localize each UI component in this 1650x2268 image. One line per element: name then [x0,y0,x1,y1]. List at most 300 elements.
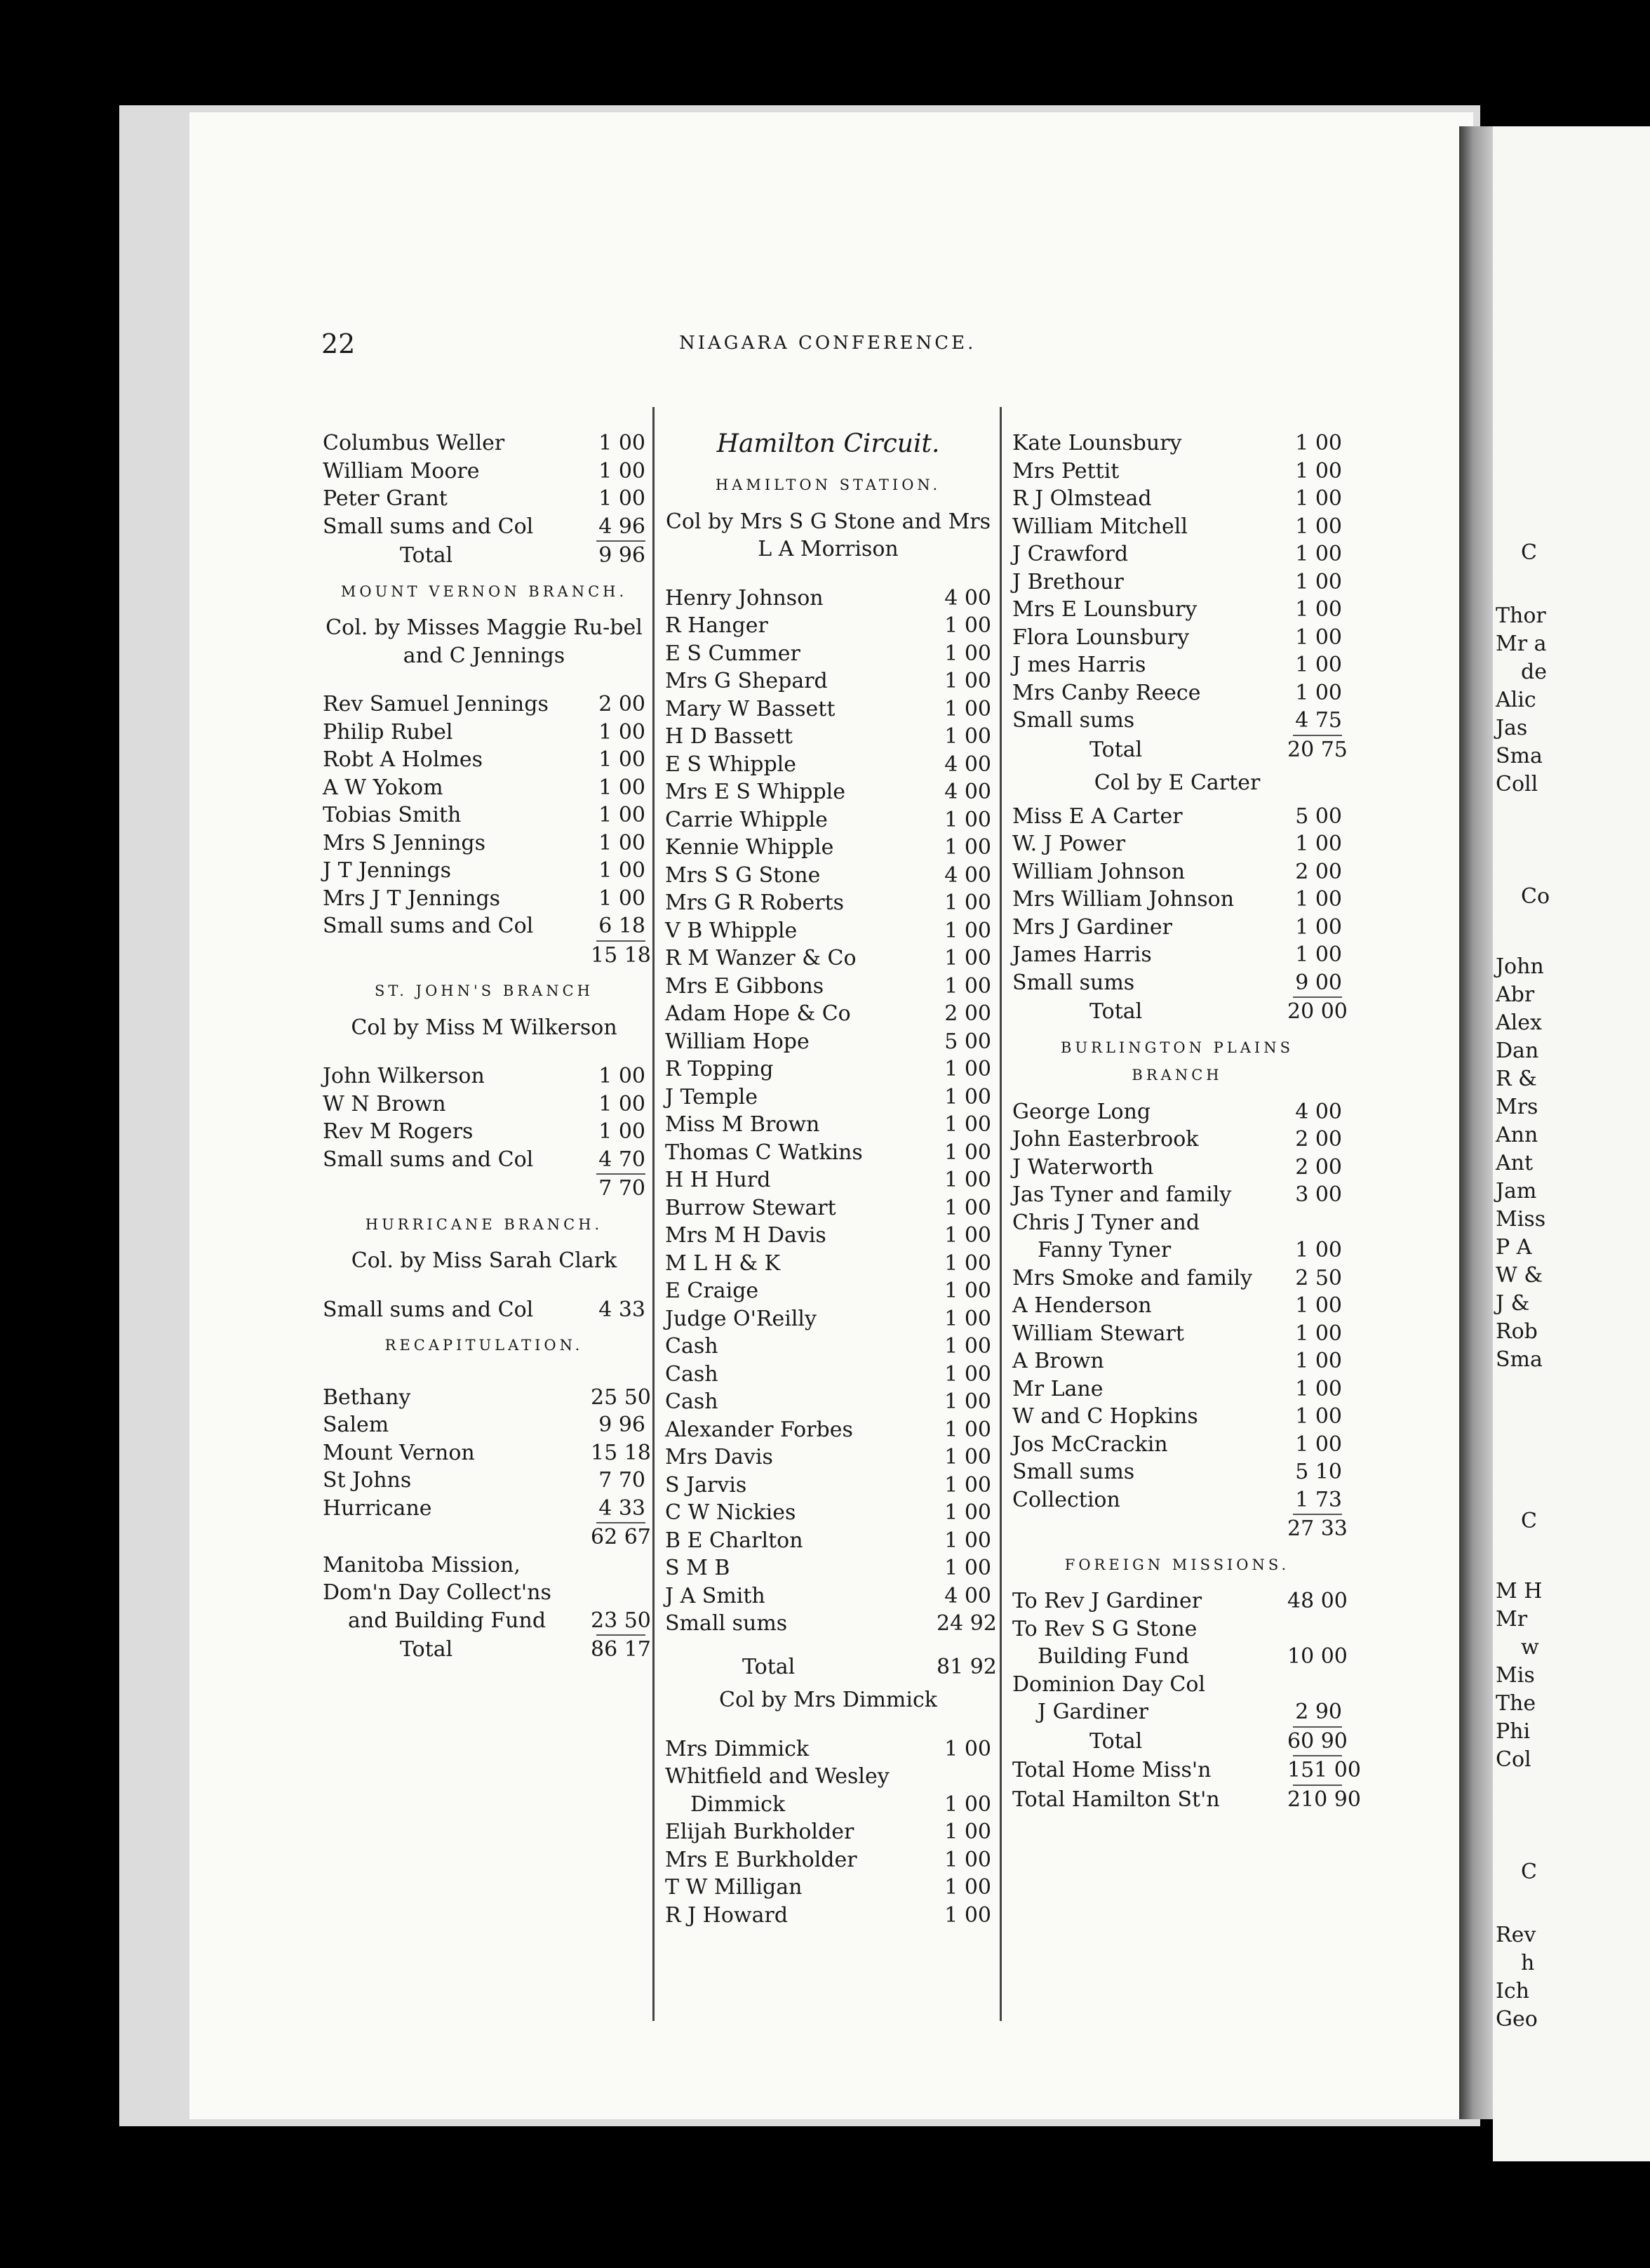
entry-name: Mrs Pettit [1012,458,1120,483]
next-page-text-fragment: Phi [1496,1719,1531,1744]
collector-line: Col by Miss M Wilkerson [351,1015,617,1040]
entry-row [665,1499,991,1527]
entry-name: Henry Johnson [665,585,824,611]
entry-name: C W Nickies [665,1500,796,1525]
entry-name: Thomas C Watkins [665,1140,863,1165]
entry-row [323,801,645,829]
entry-name: Small sums and Col [323,514,534,539]
next-page-text-fragment: Ann [1496,1123,1538,1147]
column-2 [665,429,997,1929]
entry-row [1012,858,1342,886]
next-page-text-fragment: C [1521,1860,1537,1884]
entry-amount: 4 33 [598,1297,645,1322]
entry-name: J T Jennings [323,858,452,883]
entry-amount: 60 90 [1287,1728,1348,1754]
entry-name: Dom'n Day Collect'ns [323,1580,551,1605]
entry-row [1012,485,1342,513]
entry-name: Small sums and Col [323,1147,534,1172]
entry-amount: 5 00 [944,1029,991,1054]
entry-row [665,1111,991,1139]
entry-row [1012,624,1342,652]
entry-row [323,1090,645,1119]
page-header [321,328,1346,359]
collector-line: Col by E Carter [1094,771,1261,795]
entry-amount: 1 00 [1295,542,1342,566]
entry-row [1012,1154,1342,1182]
entry-name: J Brethour [1012,569,1124,594]
entry-name: To Rev J Gardiner [1012,1589,1202,1613]
section-heading: FOREIGN MISSIONS. [1064,1556,1290,1573]
entry-amount: 4 00 [944,752,991,777]
entry-amount: 1 00 [944,1847,991,1872]
next-page-text-fragment: W & [1496,1263,1543,1288]
entry-name: Chris J Tyner and [1012,1210,1200,1235]
entry-name: R Hanger [665,613,768,638]
entry-row [323,513,645,541]
entry-amount: 1 00 [944,696,991,721]
entry-amount: 1 00 [944,918,991,943]
entry-name: William Stewart [1012,1321,1184,1346]
entry-amount: 1 00 [944,669,991,693]
entry-row [665,1818,991,1846]
entry-row [665,1333,991,1361]
entry-name: Cash [665,1361,718,1387]
entry-amount: 1 00 [598,886,645,911]
entry-row [1012,513,1342,541]
entry-row [1012,1375,1342,1403]
entry-name: Small sums [665,1611,788,1636]
column-3 [1012,429,1361,1813]
entry-row [665,612,991,640]
entry-name: Mrs E Burkholder [665,1847,857,1872]
entry-row [665,973,991,1001]
column-1 [323,429,651,1664]
next-page-text-fragment: Ant [1496,1151,1534,1175]
entry-amount: 1 00 [944,973,991,999]
entry-name: William Hope [665,1029,810,1054]
entry-name: J Temple [665,1084,758,1109]
entry-name: Judge O'Reilly [665,1306,817,1331]
spacer [665,1638,991,1653]
entry-name: Burrow Stewart [665,1195,836,1220]
entry-row [323,1552,645,1580]
entry-name: S M B [665,1556,730,1580]
entry-amount: 4 75 [1295,708,1342,733]
next-page-text-fragment: Miss [1496,1207,1546,1232]
entry-row [1012,707,1342,735]
entry-amount: 1 00 [944,1140,991,1165]
entry-name: George Long [1012,1099,1151,1124]
entry-amount: 1 00 [598,775,645,800]
entry-amount: 1 00 [944,1792,991,1817]
entry-row [665,1582,991,1610]
entry-row [1012,998,1348,1026]
entry-name: W. J Power [1012,832,1126,856]
entry-amount: 1 00 [944,1528,991,1553]
entry-name: Total [1089,1728,1143,1754]
entry-amount: 1 00 [944,1820,991,1844]
entry-amount: 6 18 [598,914,645,938]
entry-amount: 4 96 [598,514,645,539]
entry-row [323,1062,645,1090]
subtotal-amount: 27 33 [1287,1516,1348,1541]
entry-row [665,585,991,613]
entry-name: S Jarvis [665,1472,747,1497]
entry-row [665,917,991,945]
entry-row [1012,736,1348,764]
entry-amount: 1 00 [1295,1404,1342,1429]
entry-name: J A Smith [665,1583,765,1608]
entry-row [665,640,991,668]
section-heading: HAMILTON STATION. [715,476,941,493]
entry-amount: 4 00 [944,780,991,804]
entry-name: Bethany [323,1385,411,1410]
entry-amount: 1 00 [944,1250,991,1276]
entry-row [323,1296,645,1324]
entry-amount: 1 00 [944,1306,991,1331]
entry-amount: 1 73 [1295,1487,1342,1512]
entry-amount: 1 00 [944,1168,991,1192]
column-rule-2 [1000,407,1002,2021]
entry-row [665,889,991,917]
entry-row [1012,1403,1342,1431]
entry-name: James Harris [1012,942,1152,967]
entry-row [323,719,645,747]
entry-row [665,778,991,806]
subtotal-spacer [1012,1515,1287,1543]
entry-name: Alexander Forbes [665,1417,853,1442]
entry-name: Mrs S Jennings [323,830,486,855]
entry-name: R Topping [665,1057,774,1081]
entry-row [1012,1320,1342,1348]
entry-row [665,806,991,834]
next-page-text-fragment: Alex [1496,1010,1542,1035]
collector-line: Col. by Miss Sarah Clark [351,1248,617,1273]
entry-name: Mrs Canby Reece [1012,680,1201,705]
entry-amount: 1 00 [1295,458,1342,483]
entry-name: R J Olmstead [1012,486,1152,511]
entry-name: Manitoba Mission, [323,1552,521,1577]
section-heading: RECAPITULATION. [384,1337,584,1354]
entry-row [1012,886,1342,914]
entry-row [323,458,645,486]
next-page-text-fragment: h [1521,1951,1535,1975]
entry-row [1012,803,1342,831]
entry-row [1012,596,1342,624]
entry-name: Kate Lounsbury [1012,431,1182,455]
collector-line: Col. by Misses Maggie Ru-bel and C Jennings [326,615,643,668]
entry-name: W N Brown [323,1091,446,1116]
subtotal-row [323,1523,651,1552]
entry-row [1012,540,1342,568]
entry-name: Jos McCrackin [1012,1432,1168,1457]
entry-amount: 2 00 [944,1001,991,1026]
next-page-text-fragment: Mr [1496,1607,1528,1632]
entry-row [665,1874,991,1902]
entry-amount: 1 00 [1295,942,1342,967]
entry-amount: 1 00 [944,1279,991,1303]
entry-row [665,1028,991,1056]
entry-name: Mrs Dimmick [665,1736,810,1761]
entry-row [1012,1181,1342,1209]
entry-amount: 1 00 [1295,514,1342,539]
entry-amount: 1 00 [1295,1349,1342,1373]
entry-amount: 1 00 [1295,431,1342,455]
entry-amount: 1 00 [598,1091,645,1116]
entry-row [323,829,645,858]
entry-name: Mrs M H Davis [665,1223,826,1248]
entry-row [665,1902,991,1930]
entry-amount: 23 50 [591,1608,651,1633]
entry-amount: 1 00 [944,1472,991,1497]
section-heading: MOUNT VERNON BRANCH. [340,582,628,600]
entry-amount: 1 00 [598,1064,645,1088]
collector-line: Col by Mrs S G Stone and Mrs L A Morrison [665,509,991,561]
entry-row [665,1361,991,1389]
entry-name: E Craige [665,1279,759,1303]
entry-row [323,746,645,774]
next-page-text-fragment: C [1521,540,1537,565]
entry-name: Kennie Whipple [665,835,834,860]
entry-row [323,542,645,570]
entry-row [665,1735,991,1763]
spacer [323,1281,645,1296]
entry-row [1012,1643,1348,1671]
entry-name: Rev Samuel Jennings [323,692,549,716]
circuit-title: Hamilton Circuit. [716,429,940,458]
next-page-text-fragment: Rev [1496,1923,1536,1947]
entry-row [1012,969,1342,997]
next-page-text-fragment: Sma [1496,744,1543,768]
entry-row [1012,914,1342,942]
entry-row [1012,1292,1342,1320]
entry-amount: 1 00 [944,1084,991,1109]
spacer [323,1368,645,1384]
entry-amount: 1 00 [1295,1293,1342,1318]
entry-name: Adam Hope & Co [665,1001,851,1026]
entry-row [665,1388,991,1416]
next-page-text-fragment: Geo [1496,2007,1538,2032]
entry-amount: 1 00 [944,724,991,749]
entry-amount: 25 50 [591,1385,651,1410]
entry-row [1012,1098,1342,1126]
entry-row [1012,1265,1342,1293]
subtotal-amount: 7 70 [598,1176,645,1201]
entry-amount: 7 70 [598,1468,645,1493]
entry-amount: 4 00 [944,862,991,888]
entry-row [323,1579,645,1607]
entry-name: Mrs Smoke and family [1012,1265,1253,1290]
right-page-fragment [1493,126,1650,2161]
next-page-text-fragment: J & [1496,1291,1530,1316]
next-page-text-fragment: C [1521,1509,1537,1533]
entry-amount: 1 00 [944,890,991,915]
entry-row [1012,941,1342,969]
entry-row [665,1610,997,1638]
next-page-text-fragment: Mis [1496,1663,1535,1688]
entry-name: R J Howard [665,1902,789,1928]
entry-name: Mrs S G Stone [665,862,821,888]
entry-name: Hurricane [323,1495,432,1521]
entry-amount: 20 75 [1287,737,1348,762]
entry-amount: 48 00 [1287,1589,1348,1613]
entry-row [665,1554,991,1582]
entry-row [323,691,645,719]
entry-name: To Rev S G Stone [1012,1616,1198,1641]
entry-name: Mrs William Johnson [1012,887,1235,912]
entry-name: H D Bassett [665,724,793,749]
entry-row [665,1416,991,1444]
entry-name: Small sums [1012,708,1135,733]
entry-row [1012,1698,1342,1726]
entry-name: Mrs Davis [665,1445,773,1469]
next-page-text-fragment: Ich [1496,1979,1529,2003]
entry-amount: 1 00 [944,1334,991,1359]
entry-name: A Brown [1012,1349,1104,1373]
entry-amount: 1 00 [598,486,645,511]
entry-name: Miss E A Carter [1012,803,1183,829]
entry-row [1012,1236,1342,1265]
entry-amount: 1 00 [1295,1321,1342,1346]
entry-row [1012,1431,1342,1459]
entry-name: V B Whipple [665,918,798,943]
next-page-text-fragment: Mrs [1496,1095,1538,1119]
next-page-text-fragment: R & [1496,1067,1537,1091]
entry-name: Mrs J T Jennings [323,886,501,911]
section-heading: HURRICANE BRANCH. [365,1215,603,1233]
entry-row [665,1194,991,1222]
subtotal-amount: 62 67 [591,1525,651,1549]
entry-amount: 1 00 [944,835,991,860]
subtotal-row [323,942,651,970]
entry-amount: 1 00 [944,1736,991,1761]
entry-row [665,1846,991,1874]
entry-amount: 1 00 [598,747,645,772]
entry-amount: 9 00 [1295,970,1342,995]
entry-row [1012,1786,1361,1814]
entry-name: Small sums and Col [323,914,534,938]
entry-amount: 4 70 [598,1147,645,1172]
entry-name: A W Yokom [323,775,443,800]
entry-name: Dominion Day Col [1012,1672,1206,1697]
entry-row [665,1472,991,1500]
next-page-text-fragment: Jam [1496,1179,1537,1203]
entry-row [323,774,645,802]
entry-amount: 9 96 [598,543,645,568]
entry-amount: 2 00 [1295,859,1342,884]
entry-name: A Henderson [1012,1293,1152,1318]
entry-name: Mrs G Shepard [665,669,828,693]
next-page-text-fragment: Alic [1496,688,1536,712]
entry-name: Total [400,543,453,568]
entry-amount: 3 00 [1295,1182,1342,1207]
entry-row [323,1411,645,1439]
entry-row [323,857,645,885]
entry-amount: 1 00 [1295,1376,1342,1401]
entry-name: Total [742,1654,796,1679]
page-number: 22 [321,328,356,359]
entry-amount: 1 00 [944,641,991,666]
entry-amount: 4 00 [944,585,991,611]
entry-name: Mrs J Gardiner [1012,914,1172,940]
entry-row [1012,1615,1342,1643]
entry-row [665,1166,991,1194]
entry-name: J Gardiner [1038,1700,1148,1724]
entry-row [665,695,991,723]
collector-line: Col by Mrs Dimmick [719,1688,937,1712]
entry-name: Elijah Burkholder [665,1820,854,1844]
entry-amount: 151 00 [1287,1758,1361,1782]
entry-row [1012,1587,1348,1615]
entry-amount: 1 00 [944,1361,991,1387]
entry-amount: 1 00 [944,1195,991,1220]
entry-row [665,1305,991,1333]
entry-amount: 1 00 [598,858,645,883]
running-title: NIAGARA CONFERENCE. [679,333,977,354]
entry-name: Whitfield and Wesley [665,1764,890,1789]
entry-name: Cash [665,1334,718,1359]
entry-amount: 1 00 [944,807,991,832]
entry-row [665,834,991,862]
entry-name: Total Hamilton St'n [1012,1787,1220,1812]
entry-row [323,1118,645,1146]
section-heading: BURLINGTON PLAINS BRANCH [1061,1039,1294,1083]
entry-row [665,945,991,973]
entry-amount: 4 33 [598,1495,645,1521]
entry-row [665,1139,991,1167]
entry-amount: 2 50 [1295,1265,1342,1290]
entry-row [665,667,991,695]
entry-name: R M Wanzer & Co [665,946,857,970]
entry-name: Mary W Bassett [665,696,836,721]
column-rule-1 [652,407,655,2021]
entry-amount: 1 00 [944,946,991,970]
entry-name: William Johnson [1012,859,1186,884]
entry-name: E S Cummer [665,641,800,666]
entry-amount: 1 00 [944,1445,991,1469]
entry-name: Carrie Whipple [665,807,828,832]
entry-name: Flora Lounsbury [1012,625,1190,650]
entry-row [323,1467,645,1495]
entry-name: Jas Tyner and family [1012,1182,1232,1207]
entry-row [1012,429,1342,458]
next-page-text-fragment: Rob [1496,1319,1538,1344]
entry-name: Tobias Smith [323,803,462,827]
entry-row [665,862,991,890]
entry-amount: 5 00 [1295,803,1342,829]
entry-amount: 2 00 [598,692,645,716]
entry-name: Total Home Miss'n [1012,1758,1212,1782]
entry-row [1012,458,1342,486]
entry-name: Total [1089,737,1143,762]
entry-row [665,1653,997,1681]
section-heading: ST. JOHN'S BRANCH [375,982,593,999]
entry-amount: 1 00 [1295,597,1342,622]
entry-row [665,723,991,751]
entry-amount: 1 00 [598,1119,645,1144]
next-page-text-fragment: w [1521,1635,1539,1660]
entry-name: Robt A Holmes [323,747,483,772]
entry-name: E S Whipple [665,752,797,777]
entry-name: Mrs E Gibbons [665,973,824,999]
entry-amount: 20 00 [1287,999,1348,1024]
entry-amount: 86 17 [591,1637,651,1662]
entry-name: Peter Grant [323,486,448,511]
entry-name: Mrs G R Roberts [665,890,845,915]
next-page-text-fragment: Sma [1496,1347,1543,1372]
entry-amount: 2 00 [1295,1127,1342,1152]
entry-amount: 1 00 [944,1875,991,1900]
